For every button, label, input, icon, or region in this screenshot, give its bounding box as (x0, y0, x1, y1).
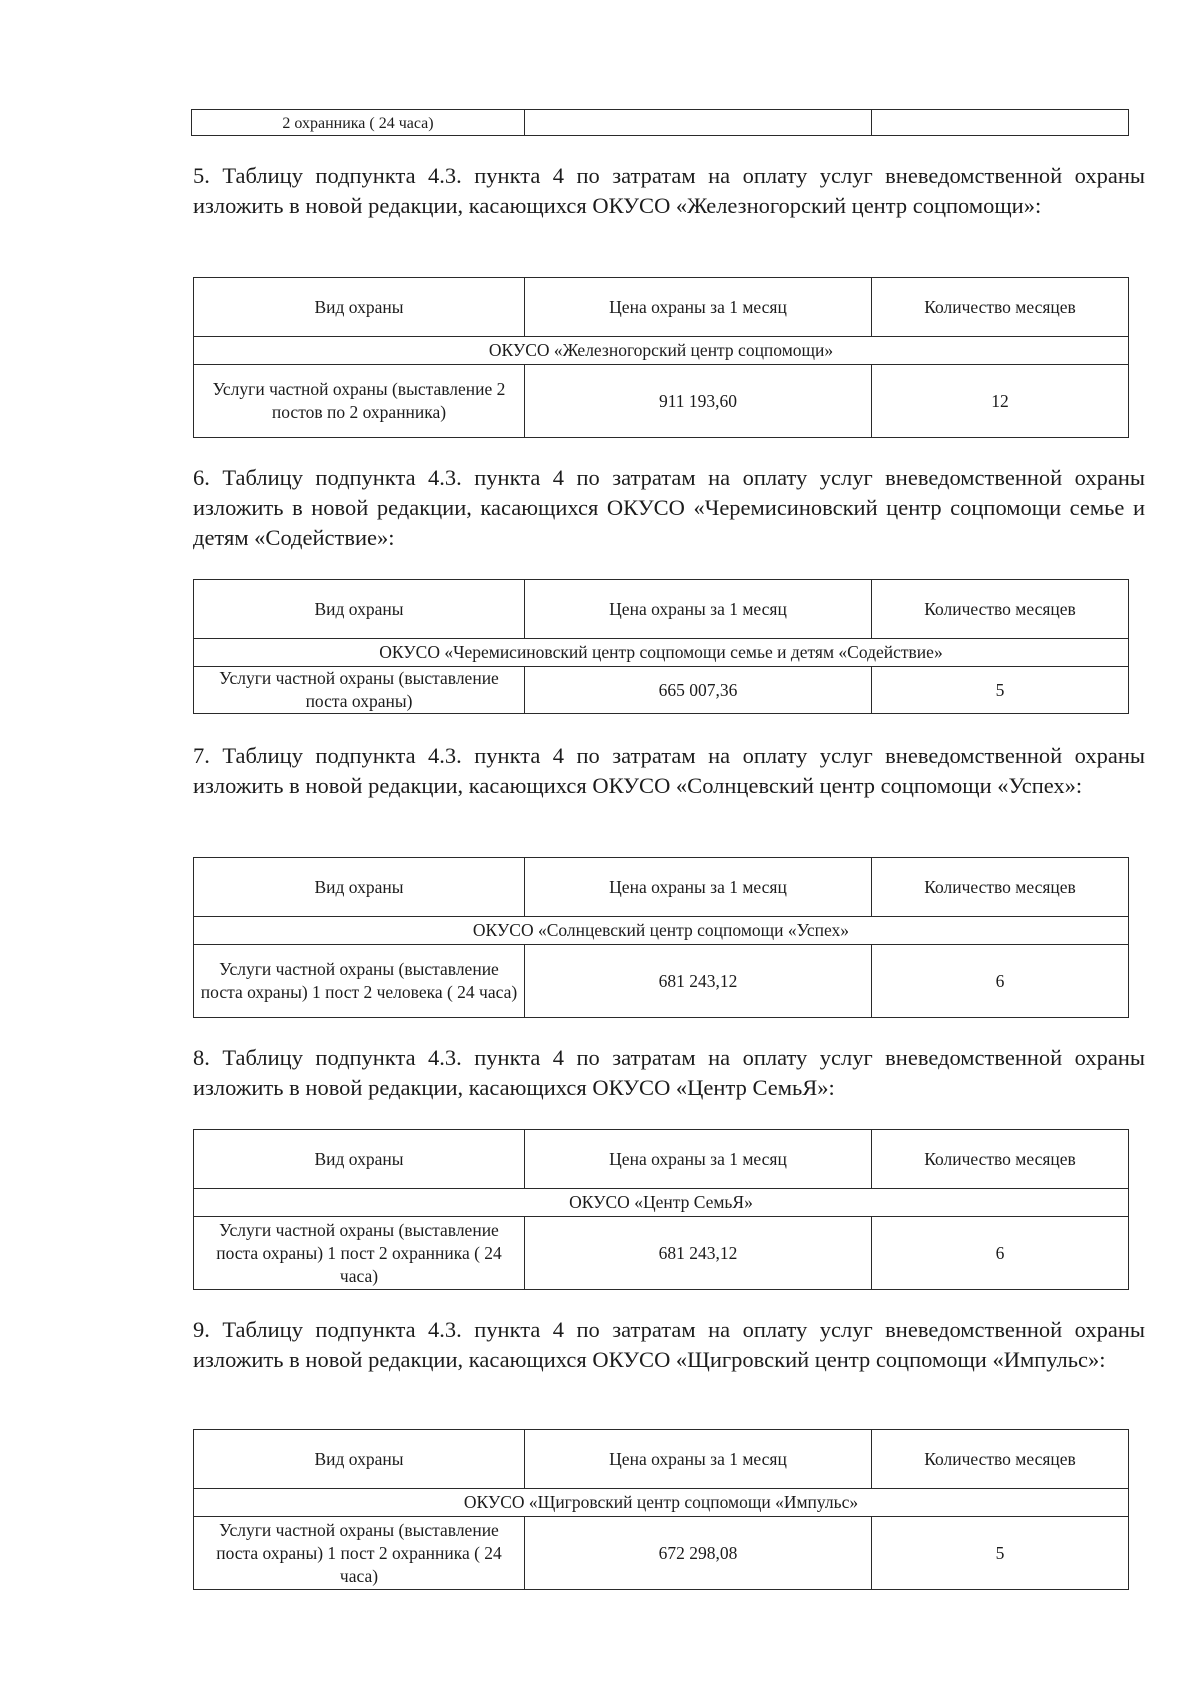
header-price: Цена охраны за 1 месяц (525, 580, 872, 639)
header-months: Количество месяцев (872, 580, 1129, 639)
table-cell-type: 2 охранника ( 24 часа) (192, 110, 525, 136)
months-cell: 5 (872, 1517, 1129, 1590)
header-months: Количество месяцев (872, 858, 1129, 917)
section-7-paragraph: 7. Таблицу подпункта 4.3. пункта 4 по затратам на оплату услуг вневедомственной охраны изложить в новой редакции, касающихся ОКУСО «Солнцевский центр соцпомощи «Успех»: (193, 743, 1145, 798)
price-cell: 665 007,36 (525, 667, 872, 714)
institution-row (194, 1189, 1129, 1217)
institution-name: ОКУСО «Центр СемьЯ» (194, 1189, 1129, 1217)
service-cell: Услуги частной охраны (выставление поста охраны) 1 пост 2 охранника ( 24 часа) (194, 1217, 525, 1290)
institution-row (194, 1489, 1129, 1517)
table-row (194, 1217, 1129, 1290)
header-type: Вид охраны (194, 1430, 525, 1489)
section-5-paragraph: 5. Таблицу подпункта 4.3. пункта 4 по затратам на оплату услуг вневедомственной охраны изложить в новой редакции, касающихся ОКУСО «Железногорский центр соцпомощи»: (193, 163, 1145, 218)
table-header-row (194, 580, 1129, 639)
institution-name: ОКУСО «Щигровский центр соцпомощи «Импульс» (194, 1489, 1129, 1517)
table-cell-months (872, 110, 1129, 136)
table-header-row (194, 858, 1129, 917)
section-5-table (193, 277, 1129, 438)
institution-row (194, 639, 1129, 667)
months-cell: 6 (872, 1217, 1129, 1290)
header-price: Цена охраны за 1 месяц (525, 278, 872, 337)
price-cell: 672 298,08 (525, 1517, 872, 1590)
institution-row (194, 917, 1129, 945)
section-7-table (193, 857, 1129, 1018)
service-cell: Услуги частной охраны (выставление поста охраны) 1 пост 2 человека ( 24 часа) (194, 945, 525, 1018)
price-cell: 911 193,60 (525, 365, 872, 438)
table-header-row (194, 278, 1129, 337)
months-cell: 12 (872, 365, 1129, 438)
table-row (194, 365, 1129, 438)
section-9-table (193, 1429, 1129, 1590)
section-8-paragraph: 8. Таблицу подпункта 4.3. пункта 4 по затратам на оплату услуг вневедомственной охраны изложить в новой редакции, касающихся ОКУСО «Центр СемьЯ»: (193, 1045, 1145, 1100)
institution-name: ОКУСО «Железногорский центр соцпомощи» (194, 337, 1129, 365)
header-months: Количество месяцев (872, 1430, 1129, 1489)
institution-name: ОКУСО «Солнцевский центр соцпомощи «Успех» (194, 917, 1129, 945)
header-price: Цена охраны за 1 месяц (525, 858, 872, 917)
previous-table-fragment (191, 109, 1129, 136)
header-price: Цена охраны за 1 месяц (525, 1130, 872, 1189)
header-type: Вид охраны (194, 1130, 525, 1189)
header-months: Количество месяцев (872, 1130, 1129, 1189)
institution-row (194, 337, 1129, 365)
months-cell: 5 (872, 667, 1129, 714)
service-cell: Услуги частной охраны (выставление поста охраны) 1 пост 2 охранника ( 24 часа) (194, 1517, 525, 1590)
table-cell-price (525, 110, 872, 136)
price-cell: 681 243,12 (525, 1217, 872, 1290)
header-type: Вид охраны (194, 858, 525, 917)
section-6-paragraph: 6. Таблицу подпункта 4.3. пункта 4 по затратам на оплату услуг вневедомственной охраны изложить в новой редакции, касающихся ОКУСО «Черемисиновский центр соцпомощи семье и детям «Содействие»: (193, 465, 1145, 550)
header-price: Цена охраны за 1 месяц (525, 1430, 872, 1489)
table-row (192, 110, 1129, 136)
table-header-row (194, 1130, 1129, 1189)
price-cell: 681 243,12 (525, 945, 872, 1018)
service-cell: Услуги частной охраны (выставление поста охраны) (194, 667, 525, 714)
service-cell: Услуги частной охраны (выставление 2 постов по 2 охранника) (194, 365, 525, 438)
table-row (194, 1517, 1129, 1590)
header-type: Вид охраны (194, 580, 525, 639)
section-9-paragraph: 9. Таблицу подпункта 4.3. пункта 4 по затратам на оплату услуг вневедомственной охраны изложить в новой редакции, касающихся ОКУСО «Щигровский центр соцпомощи «Импульс»: (193, 1317, 1145, 1372)
months-cell: 6 (872, 945, 1129, 1018)
table-header-row (194, 1430, 1129, 1489)
header-type: Вид охраны (194, 278, 525, 337)
table-row (194, 667, 1129, 714)
table-row (194, 945, 1129, 1018)
section-6-table (193, 579, 1129, 714)
section-8-table (193, 1129, 1129, 1290)
header-months: Количество месяцев (872, 278, 1129, 337)
institution-name: ОКУСО «Черемисиновский центр соцпомощи семье и детям «Содействие» (194, 639, 1129, 667)
